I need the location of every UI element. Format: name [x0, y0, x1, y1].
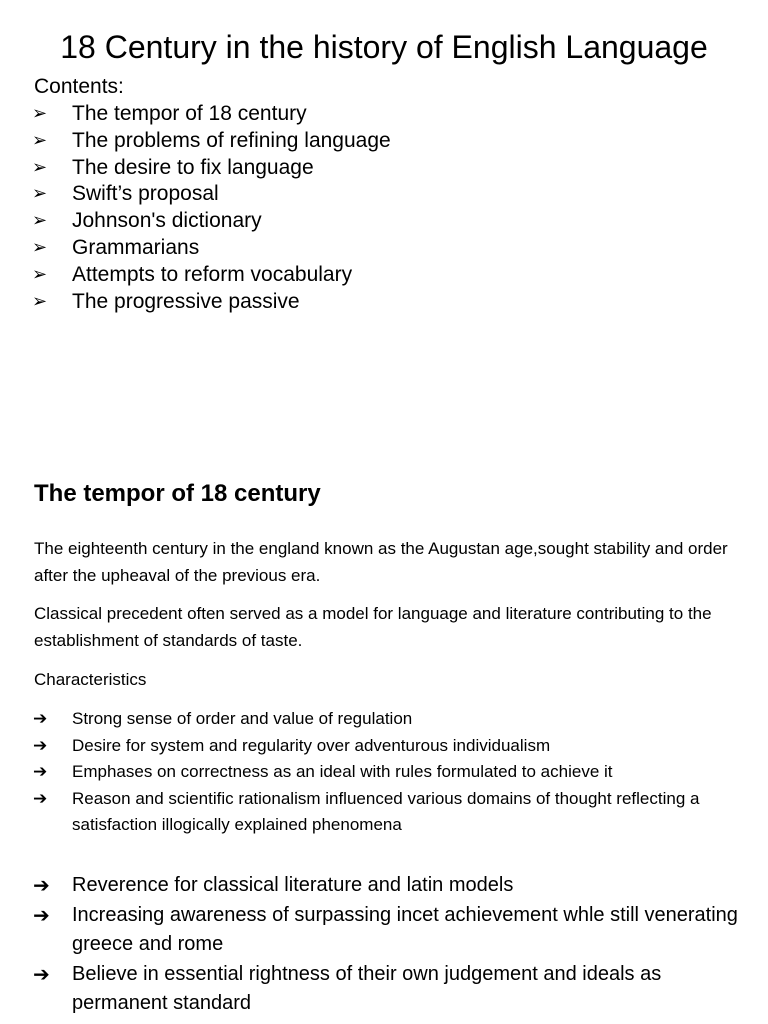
characteristics-label: Characteristics [34, 670, 147, 689]
arrow-bullet-icon: ➔ [33, 873, 50, 897]
contents-item-label: Johnson's dictionary [72, 209, 262, 233]
contents-item [0, 128, 391, 155]
arrow-bullet-icon: ➔ [33, 735, 48, 756]
list-item-text: Increasing awareness of surpassing incet achievement whle still venerating greece and rome [72, 903, 738, 955]
list-item-text: Believe in essential rightness of their own judgement and ideals as permanent standard [72, 962, 662, 1014]
contents-item [0, 181, 391, 208]
contents-item-label: Attempts to reform vocabulary [72, 262, 353, 286]
arrow-bullet-icon: ➔ [33, 709, 48, 729]
arrowhead-bullet-icon: ➢ [32, 236, 48, 258]
arrow-bullet-icon: ➔ [33, 762, 48, 782]
document-title: 18 Century in the history of English Language [60, 29, 708, 65]
contents-item-label: The desire to fix language [72, 155, 314, 179]
arrow-bullet-icon: ➔ [33, 902, 50, 927]
list-item [0, 786, 740, 839]
arrowhead-bullet-icon: ➢ [32, 156, 48, 178]
list-item [0, 901, 740, 960]
contents-item-label: The tempor of 18 century [72, 102, 307, 125]
contents-item [0, 262, 391, 289]
section-heading: The tempor of 18 century [34, 480, 321, 507]
contents-item-label: The problems of refining language [72, 128, 391, 152]
list-item [0, 960, 740, 1019]
list-item-text: Emphases on correctness as an ideal with rules formulated to achieve it [72, 762, 613, 781]
contents-label: Contents: [34, 75, 124, 98]
additional-points-list [0, 871, 740, 1019]
list-item-text: Reason and scientific rationalism influenced various domains of thought reflecting a satisfaction illogically explained phenomena [72, 788, 700, 834]
list-item [0, 706, 740, 733]
arrowhead-bullet-icon: ➢ [32, 129, 48, 151]
list-item [0, 759, 740, 786]
arrowhead-bullet-icon: ➢ [32, 263, 48, 285]
list-item [0, 871, 740, 901]
contents-item [0, 208, 391, 235]
arrow-bullet-icon: ➔ [33, 788, 48, 809]
contents-item [0, 101, 391, 128]
contents-item-label: Swift’s proposal [72, 182, 219, 206]
arrowhead-bullet-icon: ➢ [32, 210, 48, 232]
list-item-text: Reverence for classical literature and latin models [72, 874, 514, 896]
list-item-text: Desire for system and regularity over adventurous individualism [72, 735, 551, 755]
section-paragraph: The eighteenth century in the england known as the Augustan age,sought stability and order after the upheaval of the previous era. [34, 539, 728, 585]
contents-list [0, 101, 391, 315]
arrowhead-bullet-icon: ➢ [32, 290, 48, 312]
contents-item-label: Grammarians [72, 235, 200, 259]
contents-item [0, 155, 391, 182]
list-item-text: Strong sense of order and value of regulation [72, 709, 413, 728]
list-item [0, 733, 740, 760]
arrowhead-bullet-icon: ➢ [32, 183, 48, 205]
characteristics-list [0, 706, 740, 839]
arrowhead-bullet-icon: ➢ [32, 103, 48, 124]
section-paragraph: Classical precedent often served as a model for language and literature contributing to the establishment of standards of taste. [34, 604, 712, 650]
contents-item-label: The progressive passive [72, 289, 300, 313]
contents-item [0, 235, 391, 262]
contents-item [0, 289, 391, 316]
arrow-bullet-icon: ➔ [33, 961, 50, 986]
